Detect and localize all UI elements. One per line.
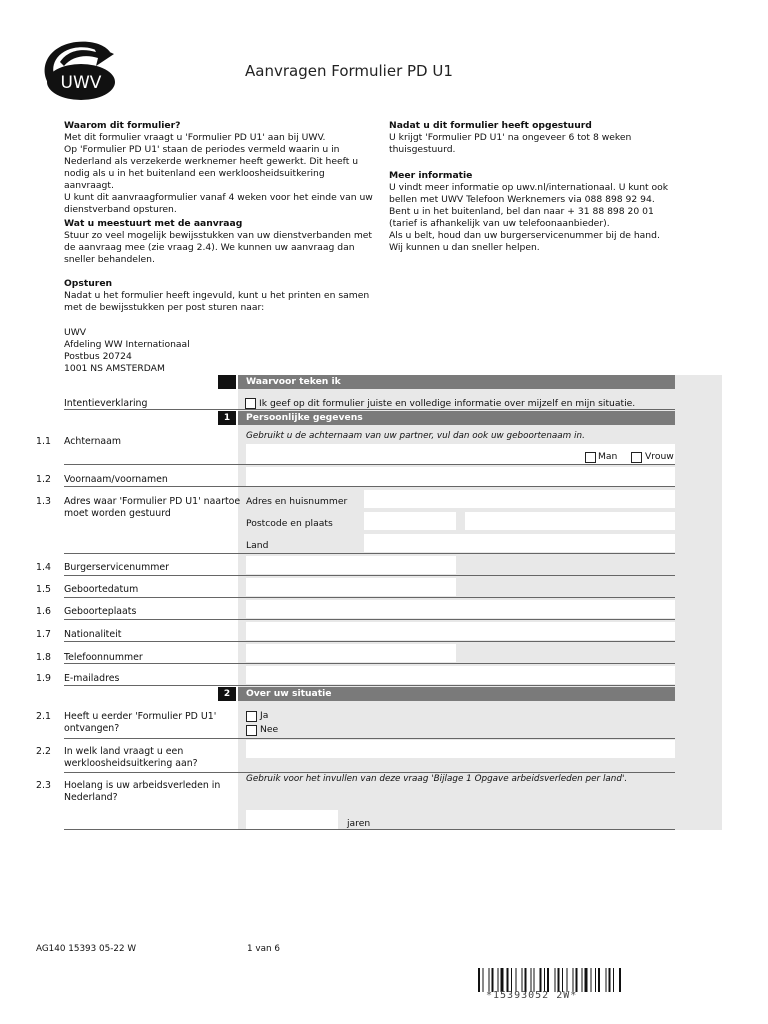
q1-6-label: Geboorteplaats [64, 606, 137, 617]
email-input[interactable] [246, 666, 675, 684]
section-1-number: 1 [218, 411, 236, 425]
address-postcode-label: Postcode en plaats [246, 518, 333, 529]
section-2-number: 2 [218, 687, 236, 701]
bsn-input[interactable] [246, 556, 456, 574]
divider [64, 409, 675, 410]
form-code: AG140 15393 05-22 W [36, 944, 137, 954]
q1-5-number: 1.5 [36, 584, 51, 595]
q1-1-label: Achternaam [64, 436, 122, 447]
intro-after [389, 120, 689, 156]
gender-vrouw-label: Vrouw [645, 451, 674, 462]
q2-2-label: In welk land vraagt u een werkloosheidsuitkering aan? [64, 746, 198, 769]
section-0-marker [218, 375, 236, 389]
uwv-logo [36, 36, 118, 102]
country-input[interactable] [364, 534, 675, 552]
gender-man-label: Man [598, 451, 618, 462]
q1-2-label: Voornaam/voornamen [64, 474, 168, 485]
intro-after-text: U krijgt 'Formulier PD U1' na ongeveer 6 tot 8 weken thuisgestuurd. [389, 132, 632, 155]
divider [64, 641, 675, 642]
intro-address [64, 327, 374, 375]
intro-send-text: Nadat u het formulier heeft ingevuld, kunt u het printen en samen met de bewijsstukken per post sturen naar: [64, 290, 370, 313]
birthplace-input[interactable] [246, 600, 675, 618]
divider [64, 486, 675, 487]
q2-3-number: 2.3 [36, 780, 51, 791]
intention-label: Intentieverklaring [64, 398, 148, 409]
page-number: 1 van 6 [247, 944, 280, 954]
q1-5-label: Geboortedatum [64, 584, 139, 595]
q1-4-number: 1.4 [36, 562, 51, 573]
q2-2-number: 2.2 [36, 746, 51, 757]
q1-8-number: 1.8 [36, 652, 51, 663]
intro-more-info-heading: Meer informatie [389, 170, 473, 181]
q2-3-label: Hoelang is uw arbeidsverleden in Nederland? [64, 780, 221, 803]
divider [64, 772, 675, 773]
divider [64, 597, 675, 598]
barcode [478, 968, 668, 992]
q1-2-number: 1.2 [36, 474, 51, 485]
q1-3-label: Adres waar 'Formulier PD U1' naartoe moet worden gestuurd [64, 496, 241, 519]
intro-attach [64, 218, 374, 266]
divider [64, 619, 675, 620]
phone-input[interactable] [246, 644, 456, 662]
q1-7-number: 1.7 [36, 629, 51, 640]
intro-more-info [389, 170, 689, 254]
intro-why-heading: Waarom dit formulier? [64, 120, 181, 131]
q2-3-hint: Gebruik voor het invullen van deze vraag 'Bijlage 1 Opgave arbeidsverleden per land'. [246, 774, 628, 784]
postcode-input[interactable] [364, 512, 456, 530]
previous-pdu1-no-checkbox[interactable] [246, 725, 257, 736]
q1-9-number: 1.9 [36, 673, 51, 684]
work-years-unit: jaren [347, 818, 371, 829]
q1-9-label: E-mailadres [64, 673, 120, 684]
divider [64, 738, 675, 739]
intro-more-info-text: U vindt meer informatie op uwv.nl/internationaal. U kunt ook bellen met UWV Telefoon Werknemers via 088 898 92 94. Bent u in het buitenland, bel dan naar + 31 88 898 20 01 (tarief is afhankelijk van uw telefoonaanbieder). Als u belt, houd dan uw burgerservicenummer bij de hand. Wij kunnen u dan sneller helpen. [389, 182, 669, 253]
intro-why [64, 120, 374, 216]
form-title: Aanvragen Formulier PD U1 [245, 62, 453, 80]
intro-why-text: Met dit formulier vraagt u 'Formulier PD U1' aan bij UWV. Op 'Formulier PD U1' staan de periodes vermeld waarin u in Nederland als verzekerde werknemer heeft gewerkt. Dit heeft u nodig als u in het buitenland een werkloosheidsuitkering aanvraagt. U kunt dit aanvraagformulier vanaf 4 weken voor het einde van uw dienstverband opsturen. [64, 132, 373, 215]
section-1-header: Persoonlijke gegevens [238, 411, 675, 425]
intro-after-heading: Nadat u dit formulier heeft opgestuurd [389, 120, 592, 131]
divider [64, 829, 675, 830]
barcode-number: *15393052 2W* [486, 990, 578, 1001]
q1-4-label: Burgerservicenummer [64, 562, 169, 573]
intention-checkbox-label: Ik geef op dit formulier juiste en volledige informatie over mijzelf en mijn situatie. [259, 398, 636, 409]
intro-send-heading: Opsturen [64, 278, 113, 289]
q2-1-number: 2.1 [36, 711, 51, 722]
benefit-country-input[interactable] [246, 740, 675, 758]
previous-pdu1-yes-label: Ja [260, 710, 269, 721]
intro-attach-heading: Wat u meestuurt met de aanvraag [64, 218, 243, 229]
q1-1-hint: Gebruikt u de achternaam van uw partner, vul dan ook uw geboortenaam in. [246, 431, 585, 441]
address-street-label: Adres en huisnummer [246, 496, 348, 507]
city-input[interactable] [465, 512, 675, 530]
q1-7-label: Nationaliteit [64, 629, 122, 640]
intention-checkbox[interactable] [245, 398, 256, 409]
q1-3-number: 1.3 [36, 496, 51, 507]
q1-6-number: 1.6 [36, 606, 51, 617]
intro-send [64, 278, 374, 314]
q1-8-label: Telefoonnummer [64, 652, 143, 663]
logo-text: UWV [60, 73, 102, 93]
birthdate-input[interactable] [246, 578, 456, 596]
section-2-header: Over uw situatie [238, 687, 675, 701]
work-years-input[interactable] [246, 810, 338, 829]
intro-attach-text: Stuur zo veel mogelijk bewijsstukken van uw dienstverbanden met de aanvraag mee (zie vraag 2.4). We kunnen uw aanvraag dan sneller behandelen. [64, 230, 373, 265]
address-country-label: Land [246, 540, 269, 551]
divider [64, 663, 675, 664]
divider [64, 685, 675, 686]
firstname-input[interactable] [246, 467, 675, 486]
gender-man-checkbox[interactable] [585, 452, 596, 463]
q2-1-label: Heeft u eerder 'Formulier PD U1' ontvangen? [64, 711, 217, 734]
postal-address: UWV Afdeling WW Internationaal Postbus 20724 1001 NS AMSTERDAM [64, 327, 190, 374]
q1-1-number: 1.1 [36, 436, 51, 447]
address-street-input[interactable] [364, 490, 675, 508]
previous-pdu1-no-label: Nee [260, 724, 279, 735]
gender-vrouw-checkbox[interactable] [631, 452, 642, 463]
previous-pdu1-yes-checkbox[interactable] [246, 711, 257, 722]
nationality-input[interactable] [246, 622, 675, 640]
section-0-header: Waarvoor teken ik [238, 375, 675, 389]
divider [64, 464, 675, 465]
divider [64, 553, 675, 554]
divider [64, 575, 675, 576]
